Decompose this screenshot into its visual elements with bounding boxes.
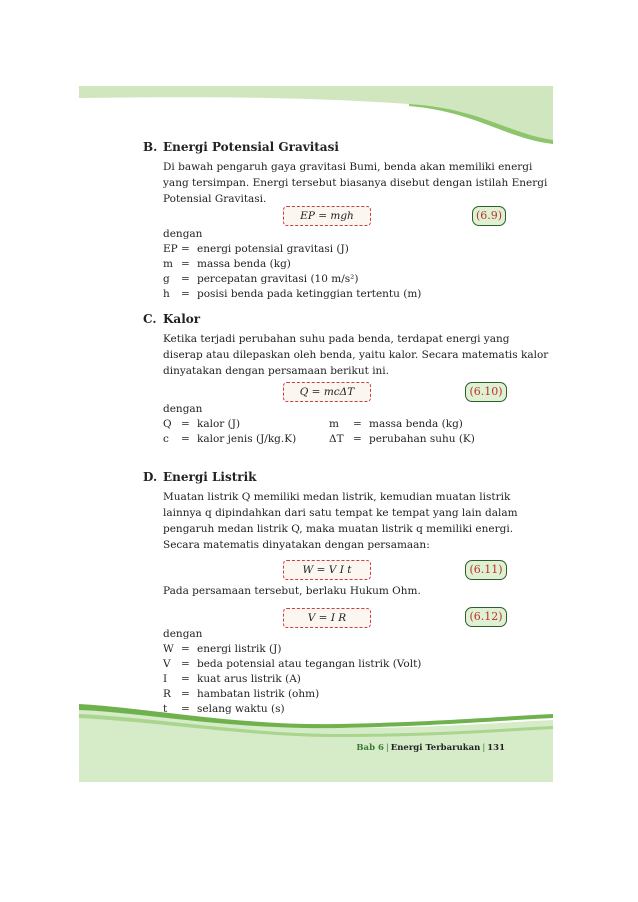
equation-6-9: EP = mgh [283, 206, 371, 226]
def-symbol: t [163, 703, 168, 715]
def-equals: = [181, 243, 190, 255]
section-d-middle-text: Pada persamaan tersebut, berlaku Hukum Ohm. [163, 585, 421, 597]
equation-number-6-11: (6.11) [465, 560, 507, 580]
def-symbol: R [163, 688, 171, 700]
section-d-letter: D. [143, 470, 158, 484]
section-c-text-line-2: diserap atau dilepaskan oleh benda, yaitu kalor. Secara matematis kalor [163, 349, 549, 361]
section-d-heading [143, 470, 256, 486]
def-equals: = [181, 258, 190, 270]
def-symbol: V [163, 658, 171, 670]
def-description: kalor jenis (J/kg.K) [197, 433, 297, 445]
section-b-text-line-1: Di bawah pengaruh gaya gravitasi Bumi, benda akan memiliki energi [163, 161, 533, 173]
section-c-text-line-1: Ketika terjadi perubahan suhu pada benda, terdapat energi yang [163, 333, 510, 345]
equation-6-12: V = I R [283, 608, 371, 628]
section-b-title: Energi Potensial Gravitasi [163, 140, 339, 154]
def-description: beda potensial atau tegangan listrik (Volt) [197, 658, 422, 670]
def-description: massa benda (kg) [369, 418, 463, 430]
def-symbol: m [163, 258, 173, 270]
def-row [163, 257, 291, 273]
def-row [163, 672, 301, 688]
def-symbol: Q [163, 418, 172, 430]
def-description: kalor (J) [197, 418, 241, 430]
page-number: 131 [487, 743, 505, 753]
section-d-text-line-2: lainnya q dipindahkan dari satu tempat ke tempat yang lain dalam [163, 507, 518, 519]
section-b-heading [143, 140, 339, 156]
def-row [163, 287, 421, 303]
def-row [163, 687, 319, 703]
def-symbol: W [163, 643, 174, 655]
section-c-text-line-3: dinyatakan dengan persamaan berikut ini. [163, 365, 390, 377]
section-d-dengan: dengan [163, 628, 203, 640]
def-equals: = [181, 688, 190, 700]
footer-wave-decoration [79, 698, 553, 782]
def-equals: = [181, 273, 190, 285]
section-b-text-line-2: yang tersimpan. Energi tersebut biasanya disebut dengan istilah Energi [163, 177, 548, 189]
def-equals: = [181, 703, 190, 715]
section-d-title: Energi Listrik [163, 470, 257, 484]
section-b-text-line-3: Potensial Gravitasi. [163, 193, 267, 205]
def-equals: = [181, 643, 190, 655]
equation-6-11: W = V I t [283, 560, 371, 580]
def-row [329, 417, 463, 433]
def-symbol: h [163, 288, 170, 300]
section-c-letter: C. [143, 312, 157, 326]
section-d-text-line-4: Secara matematis dinyatakan dengan persamaan: [163, 539, 430, 551]
page-footer [356, 743, 505, 753]
def-description: selang waktu (s) [197, 703, 285, 715]
section-c-dengan: dengan [163, 403, 203, 415]
def-row [163, 702, 285, 718]
equation-6-10: Q = mcΔT [283, 382, 371, 402]
def-row [163, 242, 349, 258]
equation-number-6-12: (6.12) [465, 607, 507, 627]
def-equals: = [181, 658, 190, 670]
def-equals: = [181, 673, 190, 685]
def-symbol: EP [163, 243, 178, 255]
book-page [79, 86, 553, 782]
def-symbol: m [329, 418, 339, 430]
section-b-letter: B. [143, 140, 158, 154]
def-description: perubahan suhu (K) [369, 433, 475, 445]
equation-number-6-10: (6.10) [465, 382, 507, 402]
def-description: energi listrik (J) [197, 643, 282, 655]
def-description: posisi benda pada ketinggian tertentu (m) [197, 288, 422, 300]
def-row [329, 432, 475, 448]
def-equals: = [353, 418, 362, 430]
def-equals: = [181, 418, 190, 430]
def-symbol: c [163, 433, 169, 445]
def-description: energi potensial gravitasi (J) [197, 243, 349, 255]
def-row [163, 272, 358, 288]
def-equals: = [181, 288, 190, 300]
def-equals: = [181, 433, 190, 445]
section-d-text-line-1: Muatan listrik Q memiliki medan listrik, kemudian muatan listrik [163, 491, 511, 503]
footer-separator: | [385, 743, 389, 753]
def-symbol: I [163, 673, 168, 685]
def-description: hambatan listrik (ohm) [197, 688, 320, 700]
def-row [163, 432, 296, 448]
footer-separator: | [482, 743, 486, 753]
section-b-dengan: dengan [163, 228, 203, 240]
section-d-text-line-3: pengaruh medan listrik Q, maka muatan listrik q memiliki energi. [163, 523, 514, 535]
section-c-title: Kalor [163, 312, 201, 326]
equation-number-6-9: (6.9) [472, 206, 506, 226]
def-description: massa benda (kg) [197, 258, 291, 270]
def-row [163, 657, 421, 673]
def-description: percepatan gravitasi (10 m/s²) [197, 273, 359, 285]
footer-chapter-number: Bab 6 [356, 743, 384, 753]
def-row [163, 642, 281, 658]
section-c-heading [143, 312, 200, 328]
footer-chapter-title: Energi Terbarukan [390, 743, 481, 753]
def-symbol: ΔT [329, 433, 344, 445]
def-row [163, 417, 240, 433]
def-equals: = [353, 433, 362, 445]
def-description: kuat arus listrik (A) [197, 673, 301, 685]
def-symbol: g [163, 273, 170, 285]
